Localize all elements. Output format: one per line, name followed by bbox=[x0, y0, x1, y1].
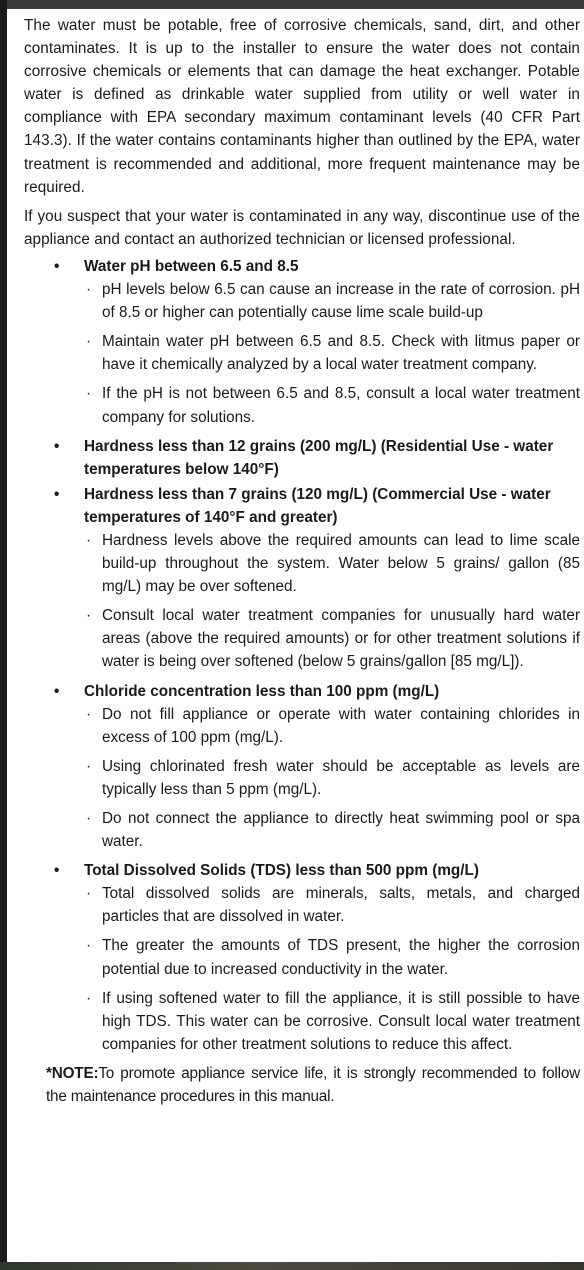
bottom-strip bbox=[0, 1262, 584, 1270]
sub-bullet-icon: · bbox=[86, 885, 92, 903]
requirement-item bbox=[24, 483, 580, 674]
requirement-heading: Total Dissolved Solids (TDS) less than 500 ppm (mg/L) bbox=[84, 862, 479, 880]
requirement-heading: Water pH between 6.5 and 8.5 bbox=[84, 257, 299, 275]
requirement-heading: Chloride concentration less than 100 ppm (mg/L) bbox=[84, 682, 440, 700]
maintenance-note bbox=[24, 1062, 580, 1108]
document-content bbox=[24, 14, 580, 1123]
detail-text: Do not connect the appliance to directly heat swimming pool or spa water. bbox=[102, 810, 580, 851]
note-text: To promote appliance service life, it is strongly recommended to follow the maintenance procedures in this manual. bbox=[46, 1064, 580, 1106]
sub-bullet-icon: · bbox=[86, 810, 92, 827]
detail-text: Maintain water pH between 6.5 and 8.5. Check with litmus paper or have it chemically analyzed by a local water treatment company. bbox=[102, 333, 580, 374]
detail-item bbox=[84, 529, 580, 598]
sub-bullet-icon: · bbox=[86, 531, 92, 549]
detail-text: Using chlorinated fresh water should be acceptable as levels are typically less than 5 ppm (mg/L). bbox=[102, 757, 580, 798]
requirement-heading: Hardness less than 7 grains (120 mg/L) (Commercial Use - water temperatures of 140°F and greater) bbox=[84, 485, 551, 526]
detail-text: Total dissolved solids are minerals, salts, metals, and charged particles that are dissolved in water. bbox=[102, 885, 580, 926]
sub-bullet-icon: · bbox=[86, 607, 92, 625]
top-border bbox=[0, 0, 584, 9]
detail-item bbox=[84, 807, 580, 853]
detail-item bbox=[84, 703, 580, 749]
detail-item bbox=[84, 755, 580, 801]
requirement-heading: Hardness less than 12 grains (200 mg/L) (Residential Use - water temperatures below 140°F) bbox=[84, 437, 554, 478]
requirement-item bbox=[24, 680, 580, 854]
note-label: *NOTE: bbox=[46, 1064, 99, 1082]
detail-item bbox=[84, 278, 580, 324]
bullet-icon: • bbox=[54, 862, 60, 880]
detail-text: Hardness levels above the required amounts can lead to lime scale build-up throughout the system. Water below 5 grains/ gallon (85 mg/L) may be over softened. bbox=[102, 531, 580, 596]
detail-text: Do not fill appliance or operate with water containing chlorides in excess of 100 ppm (mg/L). bbox=[102, 705, 580, 746]
sub-bullet-icon: · bbox=[86, 333, 92, 351]
requirement-item bbox=[24, 859, 580, 1056]
sub-bullet-icon: · bbox=[86, 989, 92, 1007]
detail-item bbox=[84, 604, 580, 673]
bullet-icon: • bbox=[54, 257, 60, 275]
sub-bullet-icon: · bbox=[86, 705, 92, 723]
detail-text: Consult local water treatment companies for unusually hard water areas (above the required amounts) or for other treatment solutions if water is being over softened (below 5 grains/gallon [85 mg/L]). bbox=[102, 607, 580, 671]
requirement-item bbox=[24, 435, 580, 481]
detail-text: If using softened water to fill the appliance, it is still possible to have high TDS. This water can be corrosive. Consult local water treatment companies for other treatment solutions to reduce this affect. bbox=[102, 989, 580, 1053]
contamination-paragraph: If you suspect that your water is contaminated in any way, discontinue use of the appliance and contact an authorized technician or licensed professional. bbox=[24, 207, 580, 248]
detail-text: pH levels below 6.5 can cause an increase in the rate of corrosion. pH of 8.5 or higher can potentially cause lime scale build-up bbox=[102, 281, 580, 322]
detail-item bbox=[84, 330, 580, 376]
requirement-details bbox=[84, 703, 580, 854]
bullet-icon: • bbox=[54, 682, 60, 700]
detail-text: The greater the amounts of TDS present, the higher the corrosion potential due to increased conductivity in the water. bbox=[102, 937, 580, 978]
requirement-details bbox=[84, 882, 580, 1056]
sub-bullet-icon: · bbox=[86, 385, 92, 403]
bullet-icon: • bbox=[54, 485, 60, 503]
requirements-list bbox=[24, 255, 580, 1056]
detail-text: If the pH is not between 6.5 and 8.5, consult a local water treatment company for solutions. bbox=[102, 385, 580, 426]
intro-paragraph: The water must be potable, free of corrosive chemicals, sand, dirt, and other contaminates. It is up to the installer to ensure the water does not contain corrosive chemicals or elements that can damage the heat exchanger. Potable water is defined as drinkable water supplied from utility or well water in compliance with EPA secondary maximum contaminant levels (40 CFR Part 143.3). If the water contains contaminants higher than outlined by the EPA, water treatment is recommended and additional, more frequent maintenance may be required. bbox=[24, 17, 580, 196]
detail-item bbox=[84, 934, 580, 980]
detail-item bbox=[84, 382, 580, 428]
detail-item bbox=[84, 987, 580, 1056]
sub-bullet-icon: · bbox=[86, 937, 92, 955]
sub-bullet-icon: · bbox=[86, 757, 92, 775]
requirement-details bbox=[84, 278, 580, 429]
left-border bbox=[0, 0, 7, 1262]
requirement-details bbox=[84, 529, 580, 674]
bullet-icon: • bbox=[54, 437, 60, 455]
requirement-item bbox=[24, 255, 580, 429]
detail-item bbox=[84, 882, 580, 928]
sub-bullet-icon: · bbox=[86, 281, 92, 299]
